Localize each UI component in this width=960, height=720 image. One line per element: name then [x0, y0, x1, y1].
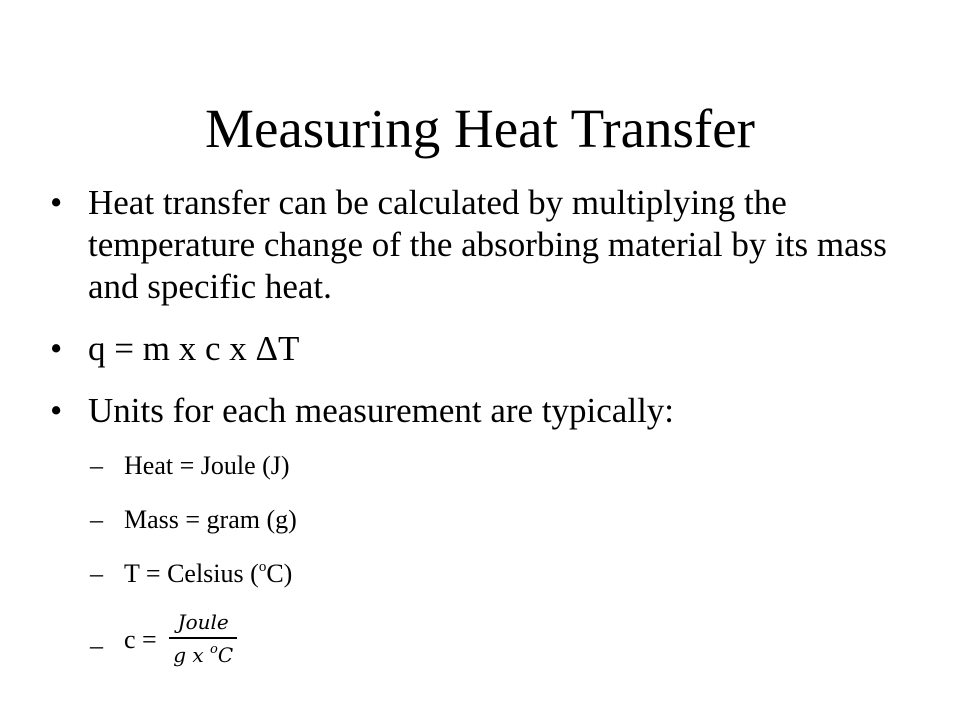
sub-item-text-suffix: C): [266, 559, 293, 588]
bullet-item-formula: [50, 328, 920, 370]
bullet-item-units: [50, 390, 920, 432]
sub-item-text-prefix: T = Celsius (: [124, 559, 259, 588]
bullet-icon: •: [50, 329, 63, 368]
sub-item-text: Mass = gram (g): [124, 505, 297, 534]
dash-icon: –: [90, 451, 103, 480]
bullet-text: Units for each measurement are typically:: [88, 391, 675, 430]
bullet-icon: •: [50, 183, 63, 222]
bullet-icon: •: [50, 391, 63, 430]
dash-icon: –: [90, 559, 103, 588]
sub-item-text-prefix: c =: [124, 625, 164, 655]
dash-icon: –: [90, 631, 103, 660]
bullet-item-heat-transfer: [50, 182, 898, 308]
dash-icon: –: [90, 505, 103, 534]
degree-superscript: o: [210, 642, 218, 657]
sub-item-mass: [50, 504, 920, 536]
bullet-list: [50, 182, 920, 691]
bullet-text: Heat transfer can be calculated by multiplying the temperature change of the absorbing material by its mass and specific heat.: [88, 183, 887, 306]
denominator-after: C: [217, 643, 234, 667]
slide-title: Measuring Heat Transfer: [205, 98, 755, 159]
denominator-before: g x: [173, 643, 210, 667]
degree-superscript: o: [258, 559, 267, 575]
specific-heat-fraction: [169, 610, 237, 667]
fraction-numerator: Joule: [169, 610, 237, 639]
sub-item-specific-heat: [50, 612, 920, 669]
formula-text: q = m x c x ΔT: [88, 329, 300, 368]
sub-item-text: Heat = Joule (J): [124, 451, 290, 480]
sub-item-temperature: [50, 558, 920, 590]
sub-item-heat: [50, 450, 920, 482]
fraction-denominator: [169, 639, 237, 667]
